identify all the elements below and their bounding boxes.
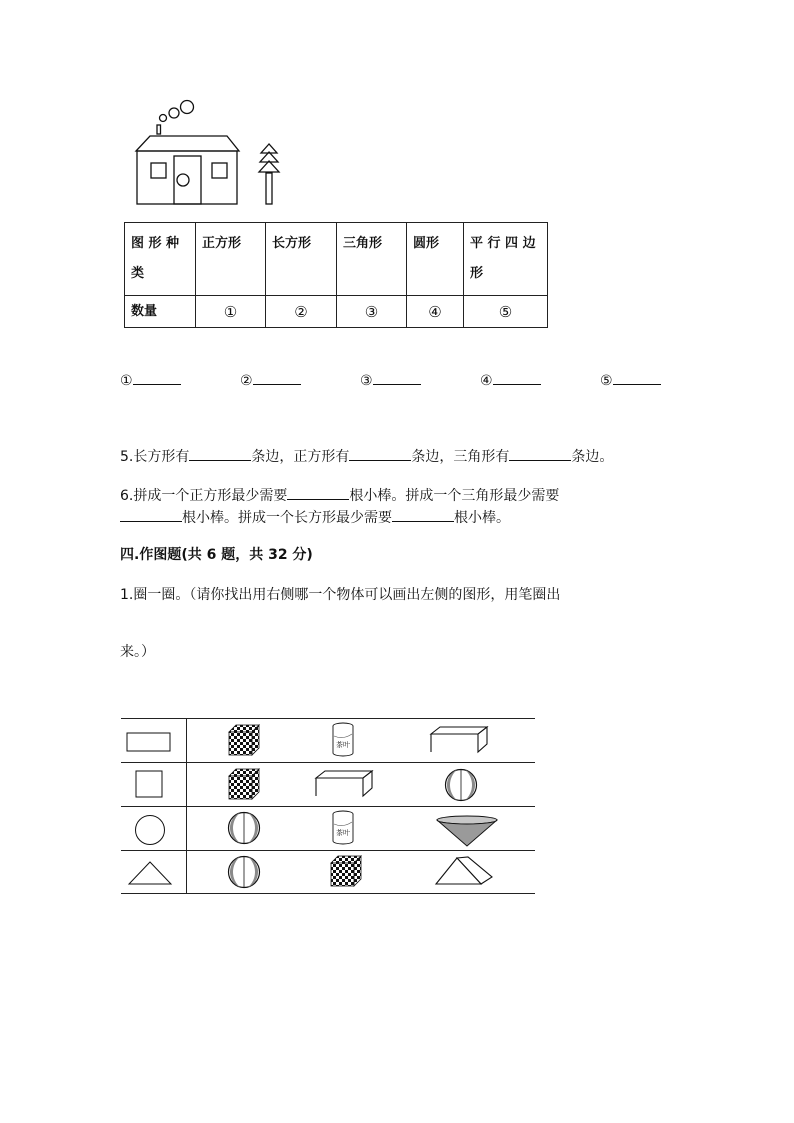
answer-blank-3[interactable]: [360, 370, 421, 391]
question-6-line1: [120, 485, 559, 506]
tea-can-icon[interactable]: [331, 722, 355, 758]
question-text: 根小棒。: [454, 510, 510, 526]
tree-trunk: [266, 173, 272, 204]
table-cell: ③: [337, 296, 407, 328]
answer-blank[interactable]: [392, 507, 454, 522]
blank-label: ④: [480, 373, 493, 389]
blank-label: ③: [360, 373, 373, 389]
tea-can-label: 茶叶: [336, 829, 350, 837]
question-text: 根小棒。拼成一个长方形最少需要: [182, 510, 392, 526]
cone-icon[interactable]: [435, 814, 499, 848]
question-5: [120, 446, 613, 467]
table-cell: ②: [266, 296, 337, 328]
triangular-prism-icon[interactable]: [434, 856, 494, 888]
table-icon[interactable]: [313, 770, 375, 798]
table-cell: ①: [196, 296, 266, 328]
table-row: [125, 296, 548, 328]
grid-divider: [186, 718, 187, 894]
house-tree-illustration: [130, 96, 290, 208]
house-window-left: [151, 163, 166, 178]
checkered-cube-icon[interactable]: [330, 855, 362, 887]
question-1-line2: 来。）: [120, 644, 155, 660]
checkered-cube-icon[interactable]: [228, 724, 260, 756]
grid-line: [121, 718, 535, 719]
table-cell: 三角形: [337, 223, 407, 296]
table-cell: 长方形: [266, 223, 337, 296]
section-heading: 四.作图题(共 6 题，共 32 分): [120, 547, 313, 563]
ball-icon[interactable]: [227, 811, 261, 845]
grid-line: [121, 762, 535, 763]
tea-can-label: 茶叶: [336, 741, 350, 749]
table-row: [125, 223, 548, 296]
table-cell: 正方形: [196, 223, 266, 296]
ball-icon[interactable]: [227, 855, 261, 889]
shape-count-table: [124, 222, 548, 328]
question-number: 5.: [120, 449, 134, 465]
triangle-shape-icon: [127, 860, 173, 886]
tea-can-icon[interactable]: [331, 810, 355, 846]
smoke-bubble-small: [160, 115, 167, 122]
answer-blank[interactable]: [120, 507, 182, 522]
blank-label: ①: [120, 373, 133, 389]
question-text: 条边。: [571, 449, 614, 465]
ball-icon[interactable]: [444, 768, 478, 802]
question-text: 根小棒。拼成一个三角形最少需要: [349, 488, 560, 504]
answer-blank[interactable]: [189, 446, 251, 461]
answer-blank[interactable]: [287, 485, 349, 500]
square-shape-icon: [135, 770, 165, 800]
table-cell: ④: [407, 296, 464, 328]
grid-line: [121, 893, 535, 894]
house-door: [174, 156, 201, 204]
grid-line: [121, 806, 535, 807]
answer-blank-1[interactable]: [120, 370, 181, 391]
door-knob-circle: [177, 174, 189, 186]
answer-blank[interactable]: [509, 446, 571, 461]
answer-blank-5[interactable]: [600, 370, 661, 391]
question-text: 条边，正方形有: [251, 449, 350, 465]
question-1-line1: 1.圈一圈。（请你找出用右侧哪一个物体可以画出左侧的图形，用笔圈出: [120, 587, 561, 603]
table-cell: 图 形 种 类: [125, 223, 196, 296]
chimney: [157, 125, 161, 134]
answer-blank-4[interactable]: [480, 370, 541, 391]
grid-line: [121, 850, 535, 851]
checkered-cube-icon[interactable]: [228, 768, 260, 800]
table-cell: ⑤: [464, 296, 548, 328]
table-cell: 数量: [125, 296, 196, 328]
blank-label: ⑤: [600, 373, 613, 389]
house-window-right: [212, 163, 227, 178]
rectangle-shape-icon: [126, 731, 172, 753]
smoke-bubble-large: [181, 101, 194, 114]
smoke-bubble-medium: [169, 108, 179, 118]
question-text: 条边，三角形有: [411, 449, 510, 465]
question-6-line2: [120, 507, 510, 528]
question-text: 长方形有: [133, 449, 190, 465]
answer-blank-2[interactable]: [240, 370, 301, 391]
house-roof: [136, 136, 239, 151]
circle-shape-icon: [134, 814, 166, 846]
question-text: 6.拼成一个正方形最少需要: [120, 488, 288, 504]
table-icon[interactable]: [428, 726, 490, 754]
answer-blank[interactable]: [349, 446, 411, 461]
blank-label: ②: [240, 373, 253, 389]
table-cell: 平 行 四 边 形: [464, 223, 548, 296]
table-cell: 圆形: [407, 223, 464, 296]
